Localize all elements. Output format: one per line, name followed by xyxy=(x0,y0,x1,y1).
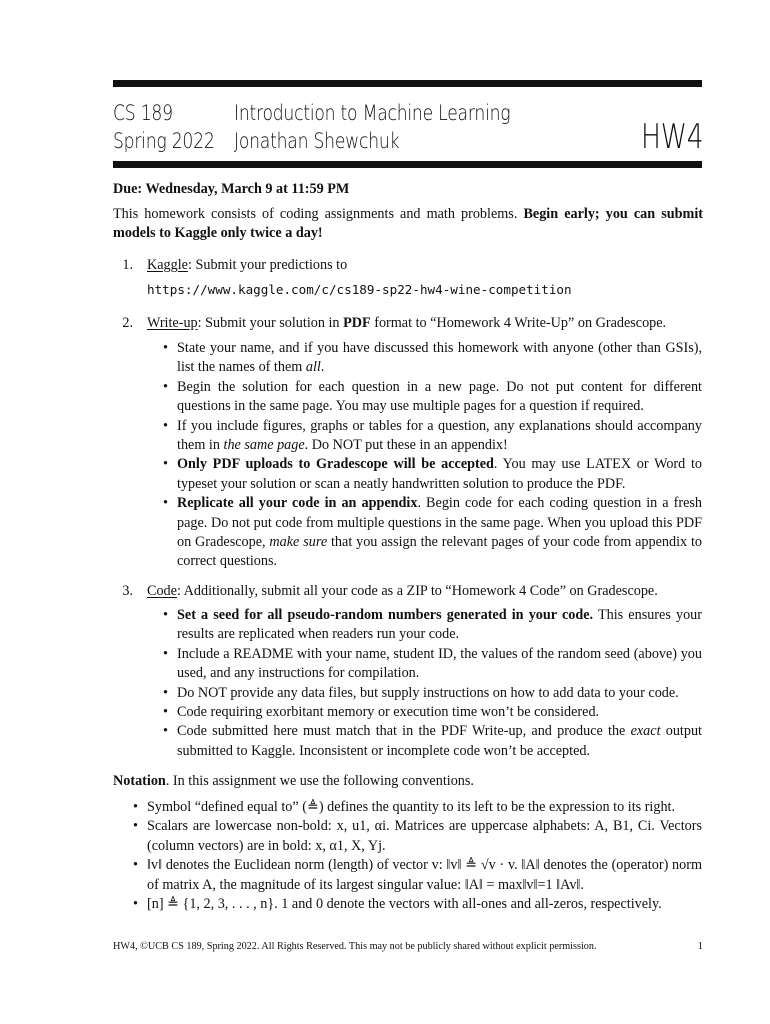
homework-number: HW4 xyxy=(641,117,704,157)
notation-bullet: • Symbol “defined equal to” (≜) defines the quantity to its left to be the expression to its right. xyxy=(133,798,702,817)
header-rule-top xyxy=(113,80,702,87)
footer-text: HW4, ©UCB CS 189, Spring 2022. All Rights Reserved. This may not be publicly shared without explicit permission. xyxy=(113,941,597,952)
code-bullets xyxy=(163,606,702,761)
kaggle-url[interactable]: https://www.kaggle.com/c/cs189-sp22-hw4-wine-competition xyxy=(147,282,572,297)
notation-heading: Notation. In this assignment we use the following conventions. xyxy=(113,773,474,789)
intro-paragraph: This homework consists of coding assignments and math problems. Begin early; you can submit models to Kaggle only twice a day! xyxy=(113,206,704,242)
writeup-bullet: • Replicate all your code in an appendix. Begin code for each coding question in a fresh page. Do not put code from multiple questions in the same page. When you upload this PDF on Gradescope, make sure that you assign the relevant pages of your code from appendix to correct questions. xyxy=(163,494,702,572)
header-rule-bottom xyxy=(113,161,702,168)
page-number: 1 xyxy=(697,941,703,952)
writeup-label: Write-up xyxy=(147,315,198,331)
notation-bullet: • Scalars are lowercase non-bold: x, u1, αi. Matrices are uppercase alphabets: A, B1, Ci. Vectors (column vectors) are in bold: x, α1, X, Yj. xyxy=(133,817,702,856)
document-page: CS 189 Spring 2022 Introduction to Machine Learning Jonathan Shewchuk HW4 Due: Wednesday, March 9 at 11:59 PM This homework consists of coding assignments and math problems. Begin early; you can submit models to Kaggle only twice a day! 1. Kaggle: Submit your predictions to https://www.kaggle.com/c/cs189-sp22-hw4-wine-competition 2. Write-up: Submit your solution in PDF format to “Homework 4 Write-Up” on Gradescope. • State your name, and if you have discussed this homework with anyone (other than GSIs), list the names of them all. • Begin the solution for each question in a new page. Do not put content for different questions in the same page. You may use multiple pages for a question if required. • If you include figures, graphs or tables for a question, any explanations should accompany them in the same page. Do NOT put these in an appendix! • Only PDF uploads to Gradescope will be accepted. You may use LATEX or Word to typeset your solution or scan a neatly handwritten solution to produce the PDF. • Replicate all your code in an appendix. Begin code for each coding question in a fresh page. Do not put code from multiple questions in the same page. When you upload this PDF on Gradescope, make sure that you assign the relevant pages of your code from appendix to correct questions. 3. Code: Additionally, submit all your code as a ZIP to “Homework 4 Code” on Gradescope. • Set a seed for all pseudo-random numbers generated in your code. This ensures your results are replicated when readers run your code. • Include a README with your name, student ID, the values of the random seed (above) you used, and any instructions for compilation. • Do NOT provide any data files, but supply instructions on how to add data to your code. • Code requiring exorbitant memory or execution time won’t be considered. • Code submitted here must match that in the PDF Write-up, and produce the exact output submitted to Kaggle. Inconsistent or incomplete code won’t be accepted. Notation. In this assignment we use the following conventions. • Symbol “defined equal to” (≜) defines the quantity to its left to be the expression to its right. • Scalars are lowercase non-bold: x, u1, αi. Matrices are uppercase alphabets: A, B1, Ci. Vectors (column vectors) are in bold: x, α1, X, Yj. • ‖v‖ denotes the Euclidean norm (length) of vector v: ‖v‖ ≜ √v · v. ‖A‖ denotes the (operator) norm of matrix A, the magnitude of its largest singular value: ‖A‖ = max‖v‖=1 ‖Av‖. • [n] ≜ {1, 2, 3, . . . , n}. 1 and 0 denote the vectors with all-ones and all-zeros, respectively. HW4, ©UCB CS 189, Spring 2022. All Rights Reserved. This may not be publicly shared without explicit permission. 1 xyxy=(0,0,770,1024)
writeup-bullet: • State your name, and if you have discussed this homework with anyone (other than GSIs), list the names of them all. xyxy=(163,339,702,378)
writeup-bullet: • Begin the solution for each question in a new page. Do not put content for different questions in the same page. You may use multiple pages for a question if required. xyxy=(163,378,702,417)
code-label: Code xyxy=(147,583,177,599)
code-bullet: • Code submitted here must match that in the PDF Write-up, and produce the exact output submitted to Kaggle. Inconsistent or incomplete code won’t be accepted. xyxy=(163,722,702,761)
code-bullet: • Do NOT provide any data files, but supply instructions on how to add data to your code. xyxy=(163,684,702,703)
code-bullet: • Code requiring exorbitant memory or execution time won’t be considered. xyxy=(163,703,702,722)
writeup-bullets xyxy=(163,339,702,572)
notation-bullet: • [n] ≜ {1, 2, 3, . . . , n}. 1 and 0 denote the vectors with all-ones and all-zeros, respectively. xyxy=(133,895,702,914)
notation-bullets xyxy=(133,798,702,914)
writeup-bullet: • If you include figures, graphs or tables for a question, any explanations should accompany them in the same page. Do NOT put these in an appendix! xyxy=(163,417,702,456)
page-footer xyxy=(113,941,703,952)
writeup-bullet: • Only PDF uploads to Gradescope will be accepted. You may use LATEX or Word to typeset your solution or scan a neatly handwritten solution to produce the PDF. xyxy=(163,455,702,494)
course-code: CS 189 xyxy=(113,101,173,125)
kaggle-label: Kaggle xyxy=(147,257,188,273)
course-title: Introduction to Machine Learning xyxy=(234,101,511,125)
instructor-name: Jonathan Shewchuk xyxy=(234,129,400,153)
notation-bullet: • ‖v‖ denotes the Euclidean norm (length) of vector v: ‖v‖ ≜ √v · v. ‖A‖ denotes the (operator) norm of matrix A, the magnitude of its largest singular value: ‖A‖ = max‖v‖=1 ‖Av‖. xyxy=(133,856,702,895)
due-date: Due: Wednesday, March 9 at 11:59 PM xyxy=(113,181,350,197)
code-bullet: • Include a README with your name, student ID, the values of the random seed (above) you used, and any instructions for compilation. xyxy=(163,645,702,684)
course-term: Spring 2022 xyxy=(113,129,215,153)
code-bullet: • Set a seed for all pseudo-random numbers generated in your code. This ensures your results are replicated when readers run your code. xyxy=(163,606,702,645)
